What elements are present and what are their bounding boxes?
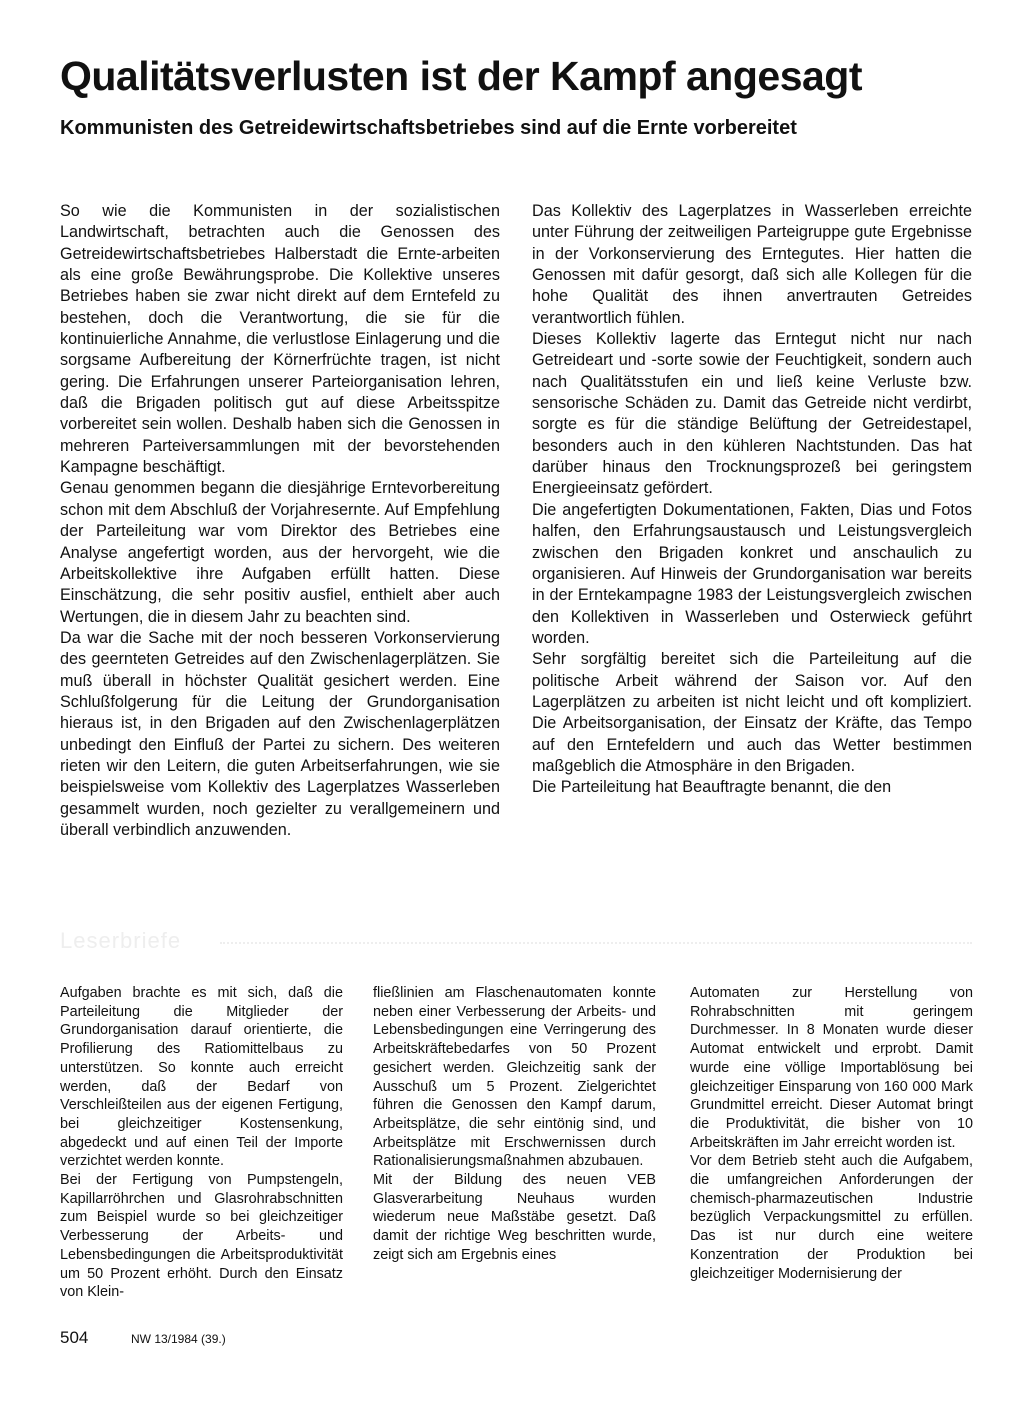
- letter-paragraph: Aufgaben brachte es mit sich, daß die Parteileitung die Mitglieder der Grundorganisation darauf orientierte, die Profilierung des Ratiomittelbaus zu unterstützen. So konnte auch erreicht werden, daß der Bedarf von Verschleißteilen aus der eigenen Fertigung, bei gleichzeitiger Kostensenkung, abgedeckt und auf einen Teil der Importe verzichtet werden konnte.: [60, 985, 343, 1170]
- letter-paragraph: fließlinien am Flaschenautomaten konnte neben einer Verbesserung der Arbeits- und Lebensbedingungen eine Verringerung des Arbeitskräftebedarfes von 50 Prozent gesichert werden. Gleichzeitig sank der Ausschuß um 5 Prozent. Zielgerichtet führen die Genossen den Kampf darum, Arbeitsplätze, die sehr eintönig sind, und Arbeitsplätze mit Erschwernissen durch Rationalisierungsmaßnahmen abzubauen.: [373, 985, 656, 1170]
- issue-reference: NW 13/1984 (39.): [131, 1332, 226, 1346]
- article-paragraph: Dieses Kollektiv lagerte das Erntegut nicht nur nach Getreideart und -sorte sowie der Feuchtigkeit, sondern auch nach Qualitätsstufen ein und ließ keine Verluste bzw. sensorische Schäden zu. Damit das Getreide nicht verdirbt, sorgte es für die ständige Belüftung der Getreidestapel, besonders auch in den kühleren Nachtstunden. Das hat darüber hinaus den Trocknungsprozeß bei geringstem Energieeinsatz gefördert.: [532, 330, 972, 498]
- article-column-right: [532, 201, 972, 799]
- article-paragraph: Sehr sorgfältig bereitet sich die Parteileitung auf die politische Arbeit während der Saison vor. Auf den Lagerplätzen zu arbeiten ist nicht leicht und oft kompliziert. Die Arbeitsorganisation, der Einsatz der Kräfte, das Tempo auf den Erntefeldern und auch das Wetter bestimmen maßgeblich die Atmosphäre in den Brigaden.: [532, 650, 972, 775]
- letter-paragraph: Bei der Fertigung von Pumpstengeln, Kapillarröhrchen und Glasrohrabschnitten zum Beispiel wurde so bei gleichzeitiger Verbesserung der Arbeits- und Lebensbedingungen die Arbeitsproduktivität um 50 Prozent erhöht. Durch den Einsatz von Klein-: [60, 1172, 343, 1301]
- article-subtitle: Kommunisten des Getreidewirtschaftsbetriebes sind auf die Ernte vorbereitet: [60, 117, 797, 139]
- letter-paragraph: Automaten zur Herstellung von Rohrabschnitten mit geringem Durchmesser. In 8 Monaten wurde dieser Automat entwickelt und erprobt. Damit wurde eine völlige Importablösung bei gleichzeitiger Einsparung von 160 000 Mark Grundmittel erreicht. Dieser Automat bringt die Produktivität, die bisher von 10 Arbeitskräften im Jahr erreicht worden ist.: [690, 985, 973, 1151]
- letters-column-1: [60, 984, 343, 1302]
- article-paragraph: Genau genommen begann die diesjährige Erntevorbereitung schon mit dem Abschluß der Vorjahresernte. Auf Empfehlung der Parteileitung war vom Direktor des Betriebes eine Analyse angefertigt worden, aus der hervorgeht, wie die Arbeitskollektive ihre Aufgaben erfüllt hatten. Diese Einschätzung, die sehr positiv ausfiel, enthielt aber auch Wertungen, die in diesem Jahr zu beachten sind.: [60, 479, 500, 626]
- article-paragraph: Die Parteileitung hat Beauftragte benannt, die den: [532, 778, 892, 797]
- page-number: 504: [60, 1328, 89, 1347]
- letters-section-label: Leserbriefe: [60, 928, 182, 953]
- article-column-left: [60, 201, 500, 841]
- article-paragraph: Das Kollektiv des Lagerplatzes in Wasserleben erreichte unter Führung der zeitweiligen Parteigruppe gute Ergebnisse in der Vorkonservierung des Erntegutes. Hier hatten die Genossen mit dafür gesorgt, daß sich alle Kollegen für die hohe Qualität des ihnen anvertrauten Getreides verantwortlich fühlen.: [532, 202, 972, 327]
- letters-column-3: [690, 984, 973, 1283]
- section-divider: [220, 942, 972, 947]
- letter-paragraph: Vor dem Betrieb steht auch die Aufgabem, die umfangreichen Anforderungen der chemisch-pharmazeutischen Industrie bezüglich Verpackungsmittel zu erfüllen. Das ist nur durch eine weitere Konzentration der Produktion bei gleichzeitiger Modernisierung der: [690, 1153, 973, 1282]
- letter-paragraph: Mit der Bildung des neuen VEB Glasverarbeitung Neuhaus wurden wiederum neue Maßstäbe gesetzt. Daß damit der richtige Weg beschritten wurde, zeigt sich am Ergebnis eines: [373, 1172, 656, 1263]
- article-paragraph: Da war die Sache mit der noch besseren Vorkonservierung des geernteten Getreides auf den Zwischenlagerplätzen. Sie muß überall in höchster Qualität gesichert werden. Eine Schlußfolgerung für die Leitung der Grundorganisation hieraus ist, in den Brigaden auf den Zwischenlagerplätzen unbedingt den Einfluß der Partei zu sichern. Des weiteren rieten wir den Leitern, die guten Arbeitserfahrungen, wie sie beispielsweise vom Kollektiv des Lagerplatzes Wasserleben gesammelt wurden, noch gezielter zu verallgemeinern und überall verbindlich anzuwenden.: [60, 628, 500, 839]
- article-paragraph: Die angefertigten Dokumentationen, Fakten, Dias und Fotos halfen, den Erfahrungsaustausch und Leistungsvergleich zwischen den Brigaden konkret und anschaulich zu organisieren. Auf Hinweis der Grundorganisation war bereits in der Erntekampagne 1983 der Leistungsvergleich zwischen den Kollektiven in Wasserleben und Osterwieck geführt worden.: [532, 500, 972, 647]
- article-paragraph: So wie die Kommunisten in der sozialistischen Landwirtschaft, betrachten auch die Genossen des Getreidewirtschaftsbetriebes Halberstadt die Ernte-arbeiten als eine große Bewährungsprobe. Die Kollektive unseres Betriebes haben sie zwar nicht direkt auf dem Erntefeld zu bestehen, doch die Verantwortung, die sie für die kontinuierliche Annahme, die verlustlose Einlagerung und die sorgsame Aufbereitung der Körnerfrüchte tragen, ist nicht gering. Die Erfahrungen unserer Parteiorganisation lehren, daß die Brigaden politisch gut auf diese Arbeitsspitze vorbereitet sein wollen. Deshalb haben sich die Genossen in mehreren Parteiversammlungen mit der bevorstehenden Kampagne beschäftigt.: [60, 202, 500, 477]
- letters-column-2: [373, 984, 656, 1265]
- article-title: Qualitätsverlusten ist der Kampf angesagt: [60, 53, 863, 99]
